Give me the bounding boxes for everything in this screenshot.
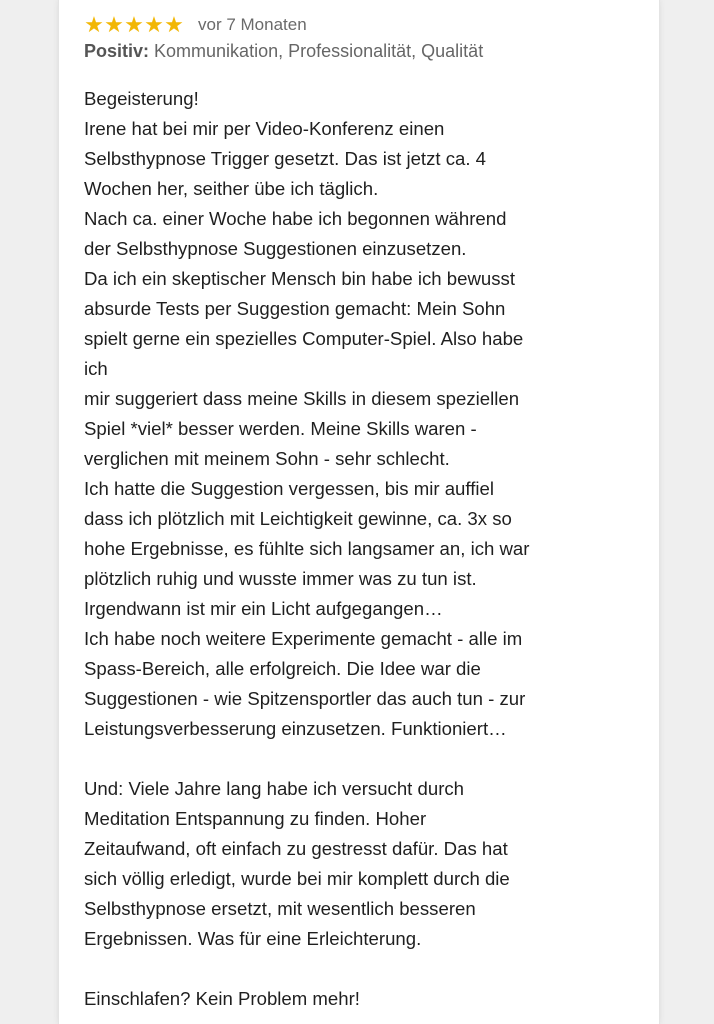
- review-line: absurde Tests per Suggestion gemacht: Mein Sohn: [84, 298, 506, 319]
- star-icon: ★: [164, 12, 184, 37]
- review-line: Nach ca. einer Woche habe ich begonnen während: [84, 208, 507, 229]
- review-line: Irene hat bei mir per Video-Konferenz einen: [84, 118, 445, 139]
- review-line: ich: [84, 358, 108, 379]
- review-line: hohe Ergebnisse, es fühlte sich langsamer an, ich war: [84, 538, 530, 559]
- review-line: Zeitaufwand, oft einfach zu gestresst dafür. Das hat: [84, 838, 508, 859]
- review-line: Und: Viele Jahre lang habe ich versucht durch: [84, 778, 465, 799]
- review-line: Wochen her, seither übe ich täglich.: [84, 178, 379, 199]
- review-header: [84, 12, 647, 64]
- review-line: Spass-Bereich, alle erfolgreich. Die Idee war die: [84, 658, 481, 679]
- positive-label: Positiv:: [84, 41, 150, 61]
- star-icon: ★: [104, 12, 124, 37]
- star-rating: [84, 12, 184, 38]
- star-icon: ★: [144, 12, 164, 37]
- review-line: Ich hatte die Suggestion vergessen, bis mir auffiel: [84, 478, 494, 499]
- review-line: mir suggeriert dass meine Skills in diesem speziellen: [84, 388, 520, 409]
- review-line: Spiel *viel* besser werden. Meine Skills waren -: [84, 418, 477, 439]
- review-card: [58, 0, 660, 1024]
- review-line: Da ich ein skeptischer Mensch bin habe ich bewusst: [84, 268, 515, 289]
- star-icon: ★: [84, 12, 104, 37]
- paragraph-spacer: [84, 744, 644, 774]
- review-line: verglichen mit meinem Sohn - sehr schlecht.: [84, 448, 450, 469]
- review-text: [84, 84, 644, 1014]
- review-line: Meditation Entspannung zu finden. Hoher: [84, 808, 427, 829]
- rating-row: [84, 12, 647, 38]
- review-line: Begeisterung!: [84, 88, 199, 109]
- review-line: dass ich plötzlich mit Leichtigkeit gewinne, ca. 3x so: [84, 508, 512, 529]
- review-line: der Selbsthypnose Suggestionen einzusetzen.: [84, 238, 467, 259]
- review-date: vor 7 Monaten: [198, 15, 307, 34]
- review-line: Leistungsverbesserung einzusetzen. Funktioniert…: [84, 718, 507, 739]
- review-line: Selbsthypnose Trigger gesetzt. Das ist jetzt ca. 4: [84, 148, 487, 169]
- review-line: sich völlig erledigt, wurde bei mir komplett durch die: [84, 868, 510, 889]
- review-line: Suggestionen - wie Spitzensportler das auch tun - zur: [84, 688, 526, 709]
- review-line: plötzlich ruhig und wusste immer was zu tun ist.: [84, 568, 477, 589]
- review-line: Ergebnissen. Was für eine Erleichterung.: [84, 928, 422, 949]
- review-line: Ich habe noch weitere Experimente gemacht - alle im: [84, 628, 523, 649]
- review-line: Einschlafen? Kein Problem mehr!: [84, 988, 360, 1009]
- positive-aspects: [84, 38, 647, 64]
- positive-values: Kommunikation, Professionalität, Qualität: [154, 41, 484, 61]
- star-icon: ★: [124, 12, 144, 37]
- paragraph-spacer: [84, 954, 644, 984]
- review-line: spielt gerne ein spezielles Computer-Spiel. Also habe: [84, 328, 524, 349]
- review-line: Selbsthypnose ersetzt, mit wesentlich besseren: [84, 898, 476, 919]
- review-line: Irgendwann ist mir ein Licht aufgegangen…: [84, 598, 443, 619]
